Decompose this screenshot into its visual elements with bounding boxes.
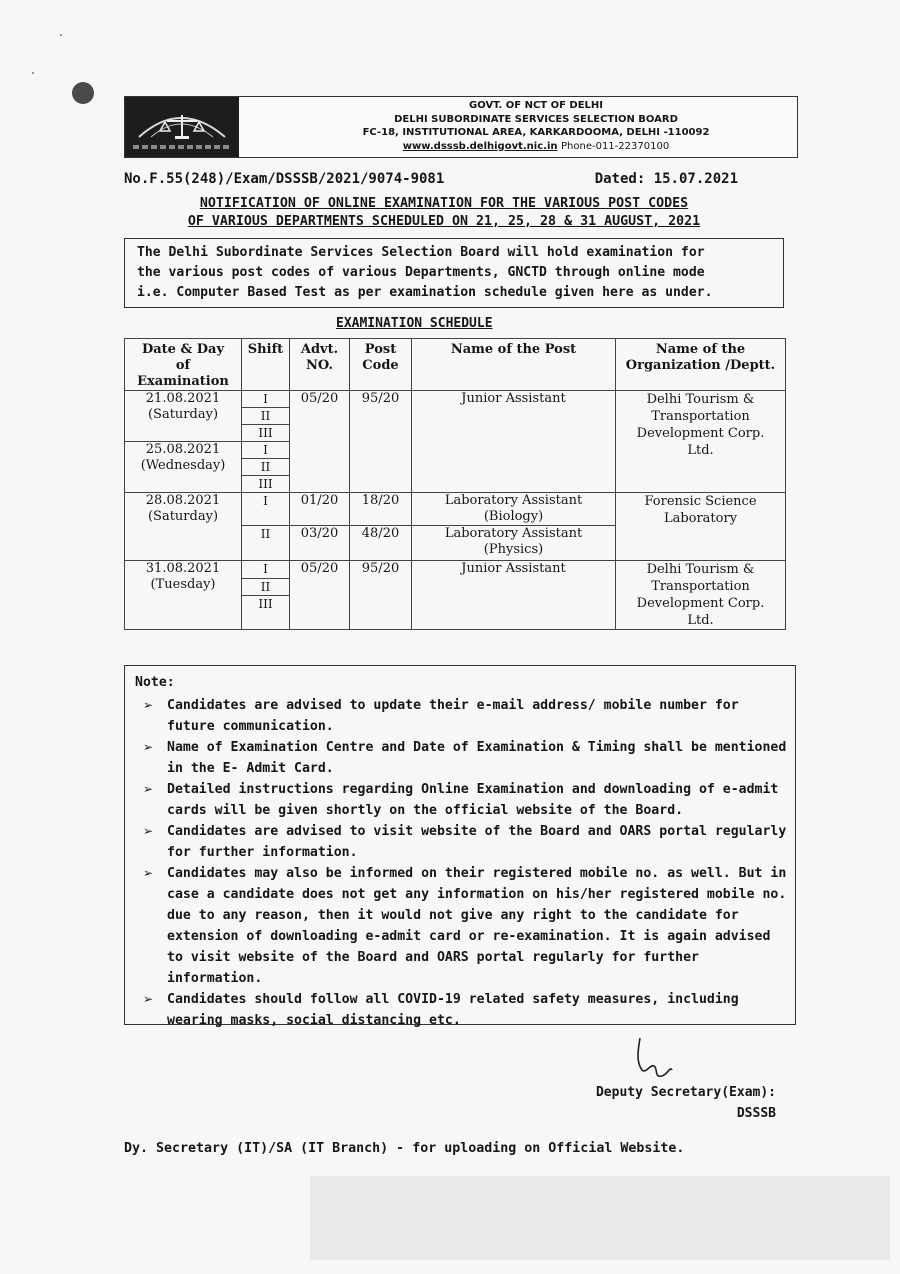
header-post-code: Post Code (350, 339, 412, 391)
list-item: ➢ Candidates are advised to update their e-mail address/ mobile number for future communication. (135, 695, 787, 737)
header-advt: Advt. NO. (290, 339, 350, 391)
table-row (125, 391, 786, 408)
scan-speck (32, 72, 34, 74)
letterhead (124, 96, 798, 158)
arrow-bullet-icon: ➢ (143, 740, 154, 754)
organization-cell: Delhi Tourism & Transportation Development Corp. Ltd. (616, 391, 786, 493)
exam-schedule-table (124, 338, 786, 630)
phone-number: Phone-011-22370100 (561, 140, 670, 152)
shift-cell: I (242, 561, 290, 579)
table-header-row (125, 339, 786, 391)
exam-date-cell: 21.08.2021 (Saturday) (125, 391, 242, 442)
title-line: OF VARIOUS DEPARTMENTS SCHEDULED ON 21, 25, 28 & 31 AUGUST, 2021 (187, 214, 701, 229)
website-link[interactable]: www.dsssb.delhigovt.nic.in (402, 140, 558, 152)
organization-cell: Delhi Tourism & Transportation Development Corp. Ltd. (616, 561, 786, 630)
list-item: ➢ Candidates should follow all COVID-19 related safety measures, including wearing masks, social distancing etc. (135, 989, 787, 1031)
table-row (125, 493, 786, 526)
post-name-cell: Junior Assistant (412, 391, 616, 493)
post-name-cell: Laboratory Assistant (Biology) (412, 493, 616, 526)
post-code-cell: 48/20 (350, 526, 412, 561)
schedule-heading: EXAMINATION SCHEDULE (336, 316, 493, 331)
notice-date: Dated: 15.07.2021 (594, 171, 738, 187)
post-code-cell: 95/20 (350, 391, 412, 493)
list-item: ➢ Candidates may also be informed on their registered mobile no. as well. But in case a candidate does not get any information on his/her registered mobile no. due to any reason, then it would not give any right to the candidate for extension of downloading e-admit card or re-examination. It is again advised to visit website of the Board and OARS portal regularly for further information. (135, 863, 787, 989)
intro-line: i.e. Computer Based Test as per examination schedule given here as under. (137, 285, 713, 300)
shift-cell: III (242, 476, 290, 493)
arrow-bullet-icon: ➢ (143, 782, 154, 796)
header-post-name: Name of the Post (412, 339, 616, 391)
shift-cell: I (242, 442, 290, 459)
shift-cell: III (242, 596, 290, 630)
intro-line: The Delhi Subordinate Services Selection Board will hold examination for (137, 245, 705, 260)
scan-shadow (310, 1176, 890, 1260)
shift-cell: II (242, 408, 290, 425)
advt-cell: 05/20 (290, 391, 350, 493)
advt-cell: 01/20 (290, 493, 350, 526)
exam-date-cell: 28.08.2021 (Saturday) (125, 493, 242, 561)
note-title: Note: (135, 675, 175, 690)
post-name-cell: Laboratory Assistant (Physics) (412, 526, 616, 561)
board-address: FC-18, INSTITUTIONAL AREA, KARKARDOOMA, DELHI -110092 (362, 127, 710, 138)
shift-cell: I (242, 493, 290, 526)
list-item: ➢ Detailed instructions regarding Online Examination and downloading of e-admit cards will be given shortly on the official website of the Board. (135, 779, 787, 821)
arrow-bullet-icon: ➢ (143, 866, 154, 880)
header-date: Date & Day of Examination (125, 339, 242, 391)
notification-title (124, 195, 764, 231)
exam-date-cell: 31.08.2021 (Tuesday) (125, 561, 242, 630)
arrow-bullet-icon: ➢ (143, 698, 154, 712)
arrow-bullet-icon: ➢ (143, 824, 154, 838)
header-organization: Name of the Organization /Deptt. (616, 339, 786, 391)
shift-cell: II (242, 526, 290, 561)
board-name: DELHI SUBORDINATE SERVICES SELECTION BOARD (394, 113, 678, 125)
dsssb-logo (125, 97, 239, 157)
advt-cell: 05/20 (290, 561, 350, 630)
handwritten-signature (628, 1036, 688, 1086)
note-box (124, 665, 796, 1028)
signatory-designation: Deputy Secretary(Exam): (595, 1085, 776, 1100)
list-item: ➢ Candidates are advised to visit website of the Board and OARS portal regularly for further information. (135, 821, 787, 863)
scan-speck (60, 34, 62, 36)
punch-hole (72, 82, 94, 104)
table-row (125, 561, 786, 579)
shift-cell: II (242, 459, 290, 476)
note-list (135, 695, 787, 1031)
contact-line (275, 140, 797, 154)
shift-cell: II (242, 578, 290, 596)
shift-cell: III (242, 425, 290, 442)
file-number: No.F.55(248)/Exam/DSSSB/2021/9074-9081 (124, 171, 445, 187)
intro-paragraph (124, 238, 784, 308)
header-shift: Shift (242, 339, 290, 391)
organization-cell: Forensic Science Laboratory (616, 493, 786, 561)
post-name-cell: Junior Assistant (412, 561, 616, 630)
signatory-office: DSSSB (736, 1106, 776, 1121)
signatory-block (596, 1082, 776, 1124)
copy-to-line: Dy. Secretary (IT)/SA (IT Branch) - for uploading on Official Website. (124, 1141, 685, 1156)
exam-date-cell: 25.08.2021 (Wednesday) (125, 442, 242, 493)
intro-line: the various post codes of various Departments, GNCTD through online mode (137, 265, 705, 280)
post-code-cell: 18/20 (350, 493, 412, 526)
scales-emblem-icon (125, 97, 239, 157)
advt-cell: 03/20 (290, 526, 350, 561)
list-item: ➢ Name of Examination Centre and Date of Examination & Timing shall be mentioned in the E- Admit Card. (135, 737, 787, 779)
shift-cell: I (242, 391, 290, 408)
govt-line: GOVT. OF NCT OF DELHI (469, 100, 603, 111)
arrow-bullet-icon: ➢ (143, 992, 154, 1006)
letterhead-text (275, 99, 797, 153)
post-code-cell: 95/20 (350, 561, 412, 630)
title-line: NOTIFICATION OF ONLINE EXAMINATION FOR THE VARIOUS POST CODES (199, 196, 689, 211)
